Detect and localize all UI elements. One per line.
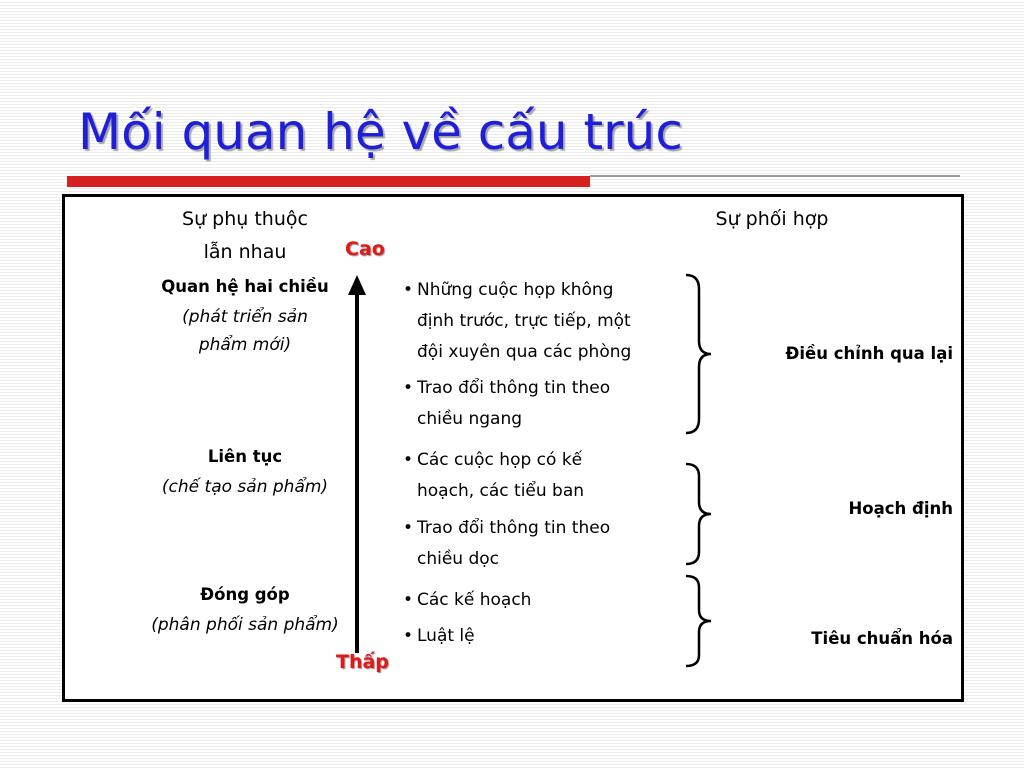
coordination-label: Hoạch định (848, 499, 953, 518)
bullet-item: • Các kế hoạch (403, 585, 703, 617)
title-underline-thin (590, 175, 960, 177)
coordination-label: Điều chỉnh qua lại (785, 344, 953, 363)
level-example: (phân phối sản phẩm) (151, 615, 339, 635)
level-name: Đóng góp (200, 585, 290, 604)
title-underline-red (67, 176, 590, 187)
bullet-item: • Các cuộc họp có kế hoạch, các tiểu ban (403, 445, 703, 509)
brace-icon (681, 271, 715, 437)
brace-icon (681, 573, 715, 669)
level-name: Quan hệ hai chiều (161, 277, 329, 296)
header-coordination: Sự phối hợp (715, 208, 829, 230)
axis-high-label: Cao (345, 238, 385, 260)
content-box (62, 194, 964, 702)
bullet-dot-icon: • (403, 626, 414, 646)
level-example: (chế tạo sản phẩm) (161, 477, 329, 497)
bullet-dot-icon: • (403, 280, 414, 300)
brace-icon (681, 461, 715, 567)
bullet-dot-icon: • (403, 590, 414, 610)
bullet-dot-icon: • (403, 450, 414, 470)
bullet-item: • Trao đổi thông tin theo chiều dọc (403, 513, 703, 577)
bullet-item: • Luật lệ (403, 621, 703, 653)
header-interdependence: Sự phụ thuộc lẫn nhau (182, 208, 308, 263)
bullet-dot-icon: • (403, 378, 414, 398)
axis-low-label: Thấp (336, 651, 389, 673)
bullet-dot-icon: • (403, 518, 414, 538)
level-name: Liên tục (207, 447, 283, 466)
bullet-item: • Trao đổi thông tin theo chiều ngang (403, 373, 703, 437)
coordination-label: Tiêu chuẩn hóa (811, 629, 953, 648)
level-example: (phát triển sản phẩm mới) (182, 307, 308, 355)
bullet-item: • Những cuộc họp không định trước, trực tiếp, một đội xuyên qua các phòng (403, 275, 703, 370)
slide-title: Mối quan hệ về cấu trúc (78, 103, 683, 161)
